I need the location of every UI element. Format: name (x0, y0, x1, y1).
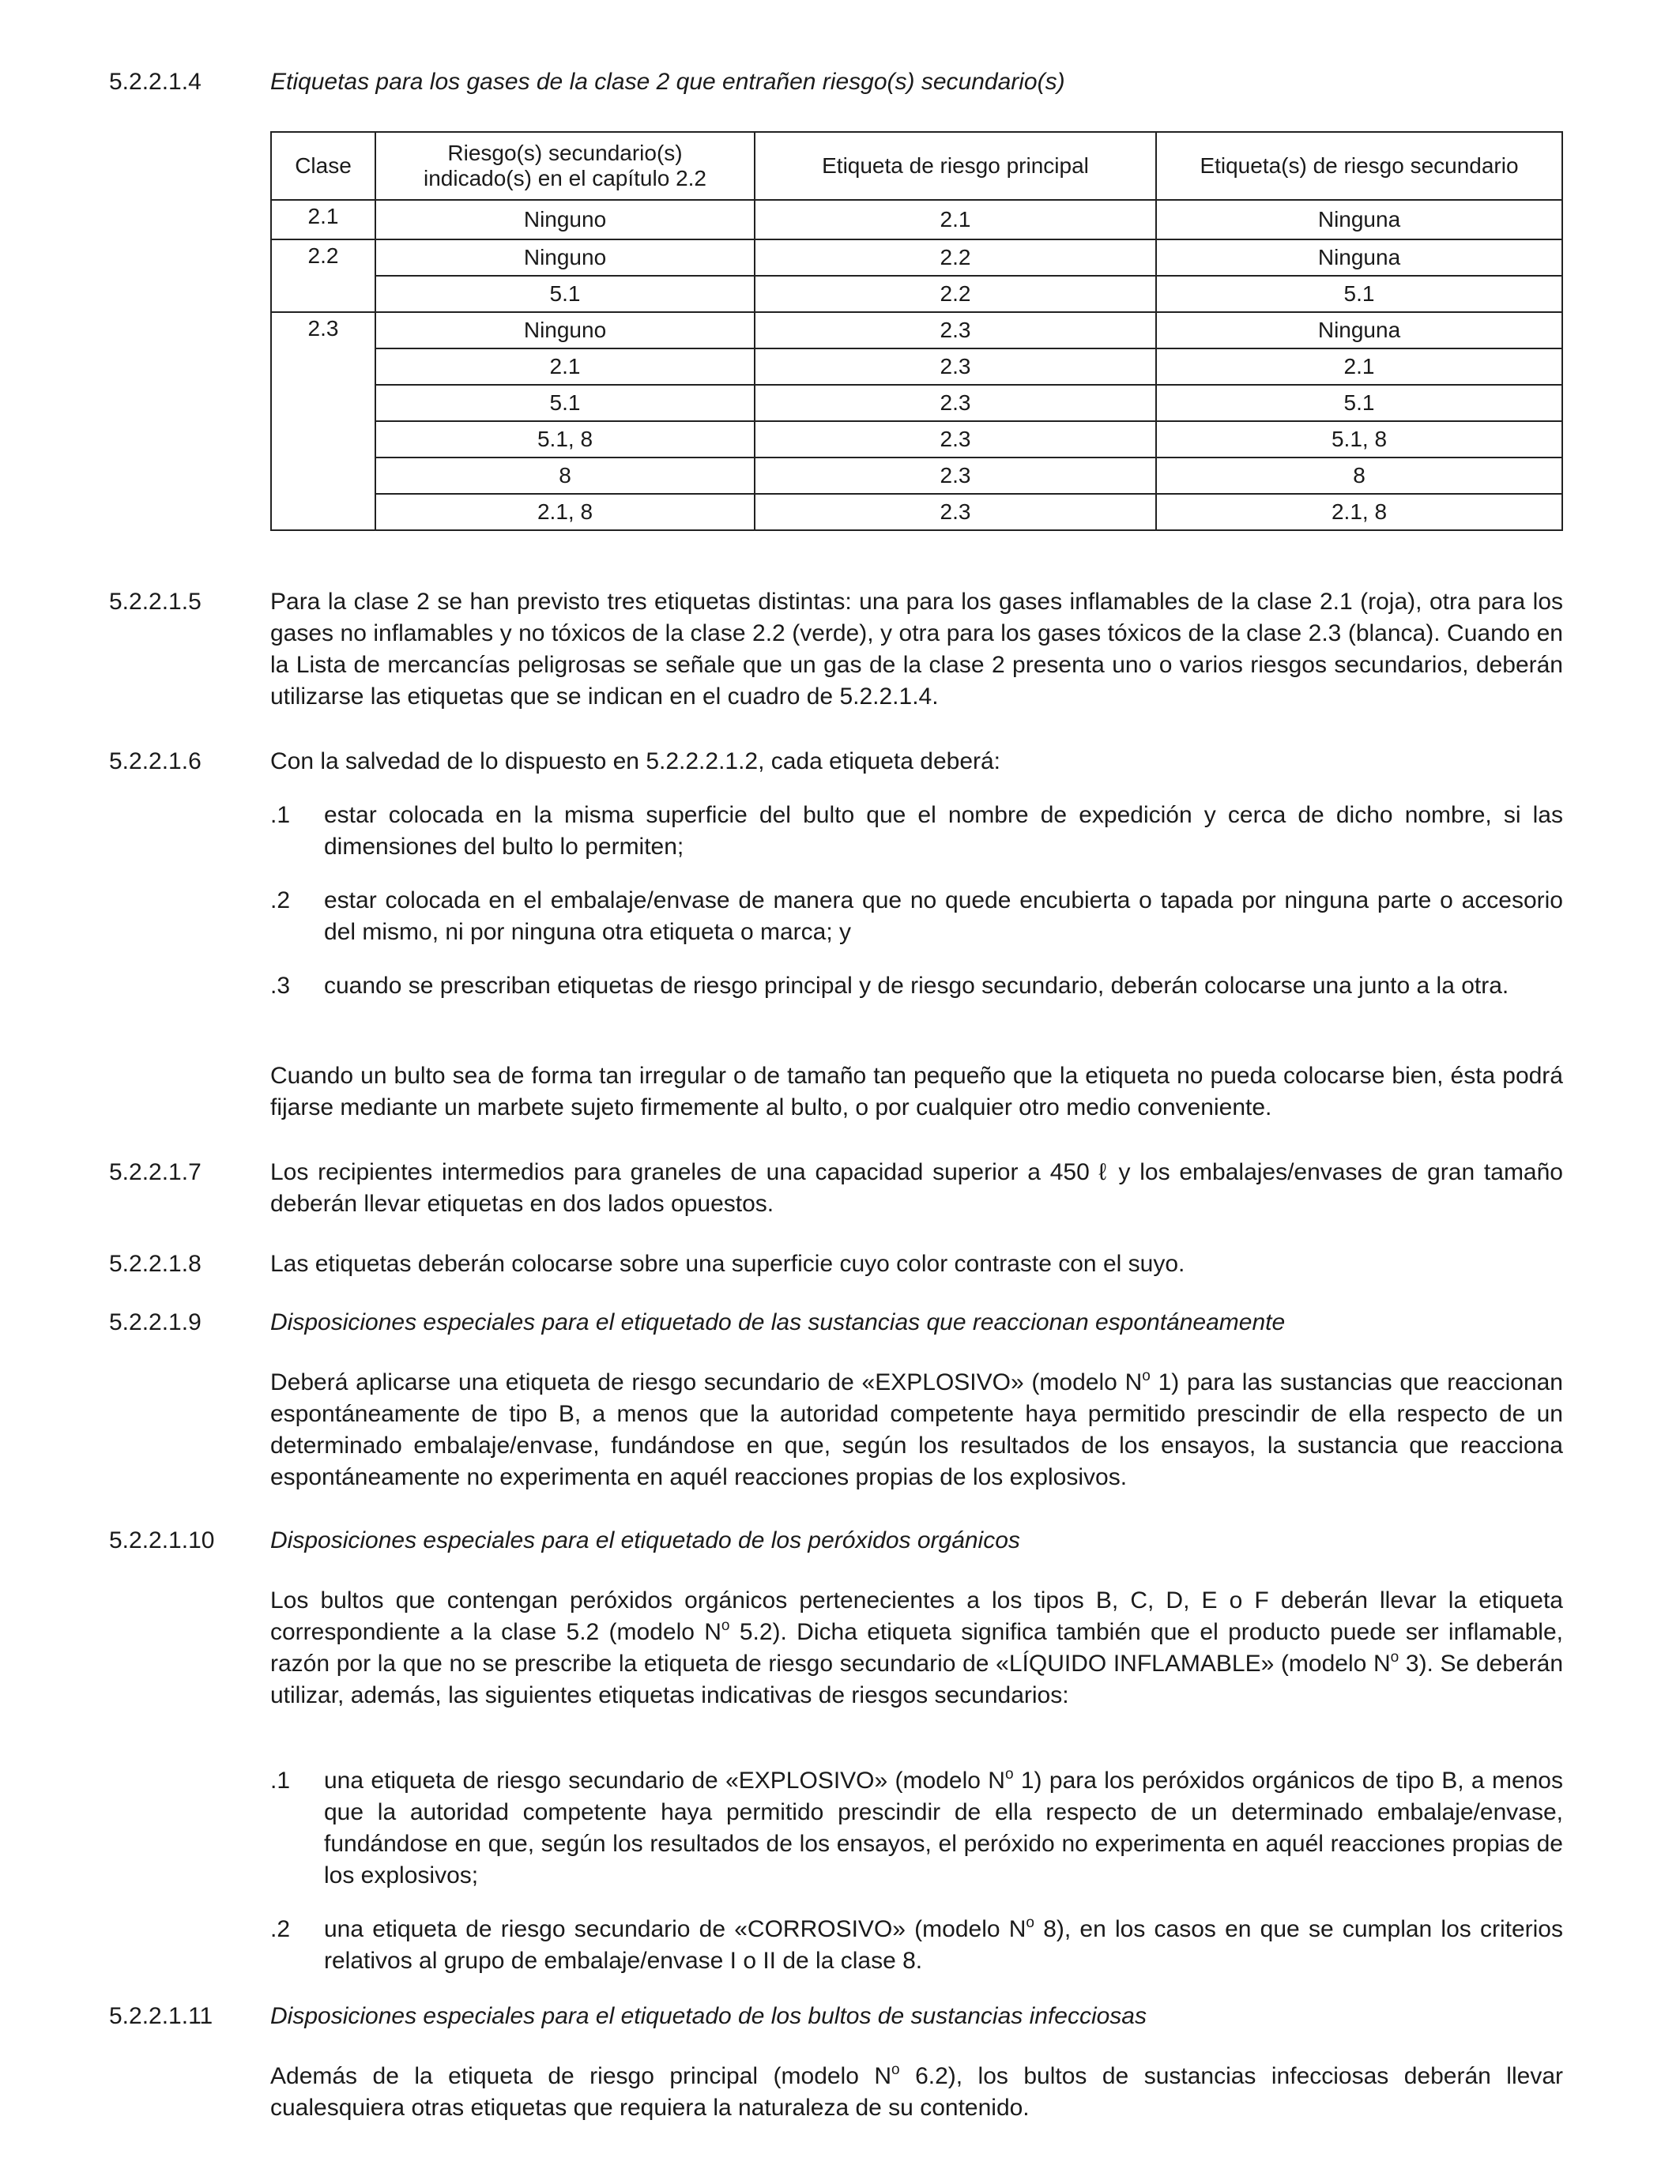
cell-secundario: 5.1 (1156, 276, 1562, 312)
cell-principal: 2.3 (755, 348, 1156, 385)
table-header-row (271, 132, 1562, 200)
section-number: 5.2.2.1.6 (109, 748, 202, 774)
cell-secundario: 2.1 (1156, 348, 1562, 385)
text-part: 1) para las sustancias que reaccionan espontáneamente de tipo B, a menos que la autoridad competente haya permitido prescindir de ella respecto de un determinado embalaje/envase, fundándose en que, según los resultados de los ensayos, la sustancia que reacciona espontáneamente no experimenta en aquél reacciones propias de los explosivos. (270, 1369, 1563, 1490)
superscript-o: o (1390, 1649, 1399, 1666)
cell-riesgo: Ninguno (375, 200, 755, 239)
cell-clase: 2.3 (271, 312, 375, 530)
header-clase: Clase (271, 132, 375, 200)
header-etiqueta-principal: Etiqueta de riesgo principal (755, 132, 1156, 200)
table-row (271, 312, 1562, 348)
text-part: una etiqueta de riesgo secundario de «EXPLOSIVO» (modelo N (324, 1768, 1005, 1794)
section-5-2-2-1-9 (109, 1307, 1563, 1497)
cell-secundario: Ninguna (1156, 200, 1562, 239)
section-title: Disposiciones especiales para el etiquetado de los peróxidos orgánicos (270, 1527, 1020, 1553)
table-row (271, 494, 1562, 530)
text-part: una etiqueta de riesgo secundario de «CORROSIVO» (modelo N (324, 1916, 1026, 1942)
superscript-o: o (1142, 1368, 1151, 1384)
header-riesgo-line2: indicado(s) en el capítulo 2.2 (424, 166, 706, 190)
cell-secundario: Ninguna (1156, 239, 1562, 276)
item-text (324, 1914, 1563, 1977)
cell-secundario: 8 (1156, 458, 1562, 494)
header-riesgo-secundario (375, 132, 755, 200)
section-number: 5.2.2.1.7 (109, 1159, 202, 1185)
cell-principal: 2.3 (755, 421, 1156, 458)
table-row (271, 458, 1562, 494)
section-number: 5.2.2.1.8 (109, 1251, 202, 1277)
section-5-2-2-1-6 (109, 746, 1563, 1125)
table-row (271, 239, 1562, 276)
cell-secundario: 5.1 (1156, 385, 1562, 421)
section-text (270, 1367, 1563, 1493)
section-5-2-2-1-7 (109, 1157, 1563, 1223)
header-riesgo-line1: Riesgo(s) secundario(s) (447, 141, 683, 165)
item-marker: .1 (270, 802, 291, 828)
text-part: 5.2). Dicha etiqueta significa también que el producto puede ser inflamable, razón por la que no se prescribe la etiqueta de riesgo secundario de «LÍQUIDO INFLAMABLE» (modelo N (270, 1619, 1563, 1677)
section-number: 5.2.2.1.10 (109, 1527, 215, 1553)
section-5-2-2-1-11 (109, 2001, 1563, 2127)
text-part: 3). Se deberán utilizar, además, las siguientes etiquetas indicativas de riesgos secundarios: (270, 1651, 1564, 1708)
text-part: Deberá aplicarse una etiqueta de riesgo secundario de «EXPLOSIVO» (modelo N (270, 1369, 1143, 1395)
section-number: 5.2.2.1.9 (109, 1309, 202, 1335)
cell-secundario: Ninguna (1156, 312, 1562, 348)
cell-principal: 2.3 (755, 458, 1156, 494)
table-row (271, 276, 1562, 312)
cell-principal: 2.3 (755, 385, 1156, 421)
section-text (270, 1585, 1563, 1711)
cell-riesgo: 2.1 (375, 348, 755, 385)
section-number: 5.2.2.1.5 (109, 589, 202, 615)
text-part: 8), en los casos en que se cumplan los criterios relativos al grupo de embalaje/envase I o II de la clase 8. (324, 1916, 1563, 1974)
superscript-o: o (1026, 1915, 1034, 1931)
text-part: Los bultos que contengan peróxidos orgánicos pertenecientes a los tipos B, C, D, E o F deberán llevar la etiqueta correspondiente a la clase 5.2 (modelo N (270, 1587, 1563, 1645)
cell-secundario: 5.1, 8 (1156, 421, 1562, 458)
section-text: Para la clase 2 se han previsto tres etiquetas distintas: una para los gases inflamables de la clase 2.1 (roja), otra para los gases no inflamables y no tóxicos de la clase 2.2 (verde), y otra para los gases tóxicos de la clase 2.3 (blanca). Cuando en la Lista de mercancías peligrosas se señale que un gas de la clase 2 presenta uno o varios riesgos secundarios, deberán utilizarse las etiquetas que se indican en el cuadro de 5.2.2.1.4. (270, 589, 1563, 710)
item-text: estar colocada en el embalaje/envase de manera que no quede encubierta o tapada por ninguna parte o accesorio del mismo, ni por ninguna otra etiqueta o marca; y (324, 887, 1563, 945)
table-row (271, 348, 1562, 385)
item-marker: .3 (270, 973, 291, 999)
item-text: cuando se prescriban etiquetas de riesgo principal y de riesgo secundario, deberán colocarse una junto a la otra. (324, 973, 1509, 999)
cell-clase: 2.1 (271, 200, 375, 239)
item-text (324, 1765, 1563, 1892)
section-text: Las etiquetas deberán colocarse sobre una superficie cuyo color contraste con el suyo. (270, 1251, 1185, 1277)
section-5-2-2-1-10 (109, 1525, 1563, 1975)
cell-riesgo: 5.1 (375, 276, 755, 312)
cell-principal: 2.2 (755, 239, 1156, 276)
section-text (270, 2061, 1563, 2124)
cell-principal: 2.2 (755, 276, 1156, 312)
item-marker: .2 (270, 887, 291, 913)
table-row (271, 200, 1562, 239)
cell-riesgo: Ninguno (375, 239, 755, 276)
cell-clase: 2.2 (271, 239, 375, 312)
section-title: Disposiciones especiales para el etiquetado de los bultos de sustancias infecciosas (270, 2003, 1147, 2029)
cell-secundario: 2.1, 8 (1156, 494, 1562, 530)
cell-riesgo: 8 (375, 458, 755, 494)
section-title: Disposiciones especiales para el etiquetado de las sustancias que reaccionan espontáneamente (270, 1309, 1286, 1335)
cell-riesgo: Ninguno (375, 312, 755, 348)
text-part: Además de la etiqueta de riesgo principal (modelo N (270, 2063, 892, 2089)
item-text: estar colocada en la misma superficie del bulto que el nombre de expedición y cerca de dicho nombre, si las dimensiones del bulto lo permiten; (324, 802, 1563, 860)
item-marker: .1 (270, 1768, 291, 1794)
cell-principal: 2.1 (755, 200, 1156, 239)
section-text: Con la salvedad de lo dispuesto en 5.2.2.2.1.2, cada etiqueta deberá: (270, 748, 1001, 774)
superscript-o: o (1004, 1766, 1014, 1783)
section-5-2-2-1-5 (109, 586, 1563, 716)
text-part: 1) para los peróxidos orgánicos de tipo B, a menos que la autoridad competente haya permitido prescindir de ella respecto de un determinado embalaje/envase, fundándose en que, según los resultados de los ensayos, el peróxido no experimenta en aquél reacciones propias de los explosivos; (324, 1768, 1563, 1888)
section-text: Los recipientes intermedios para graneles de una capacidad superior a 450 ℓ y los embalajes/envases de gran tamaño deberán llevar etiquetas en dos lados opuestos. (270, 1159, 1563, 1217)
cell-riesgo: 2.1, 8 (375, 494, 755, 530)
table-row (271, 385, 1562, 421)
section-title: Etiquetas para los gases de la clase 2 que entrañen riesgo(s) secundario(s) (270, 69, 1065, 95)
section-number: 5.2.2.1.11 (109, 2003, 213, 2029)
superscript-o: o (891, 2062, 900, 2078)
table-row (271, 421, 1562, 458)
section-closing-text: Cuando un bulto sea de forma tan irregular o de tamaño tan pequeño que la etiqueta no pueda colocarse bien, ésta podrá fijarse mediante un marbete sujeto firmemente al bulto, o por cualquier otro medio conveniente. (270, 1063, 1563, 1120)
cell-principal: 2.3 (755, 494, 1156, 530)
text-part: 6.2), los bultos de sustancias infecciosas deberán llevar cualesquiera otras etiquetas que requiera la naturaleza de su contenido. (270, 2063, 1563, 2121)
labels-table (270, 131, 1563, 531)
cell-riesgo: 5.1 (375, 385, 755, 421)
section-number: 5.2.2.1.4 (109, 69, 202, 95)
section-5-2-2-1-8 (109, 1248, 1563, 1283)
cell-riesgo: 5.1, 8 (375, 421, 755, 458)
item-marker: .2 (270, 1916, 291, 1942)
cell-principal: 2.3 (755, 312, 1156, 348)
superscript-o: o (721, 1617, 730, 1634)
header-etiqueta-secundario: Etiqueta(s) de riesgo secundario (1156, 132, 1562, 200)
